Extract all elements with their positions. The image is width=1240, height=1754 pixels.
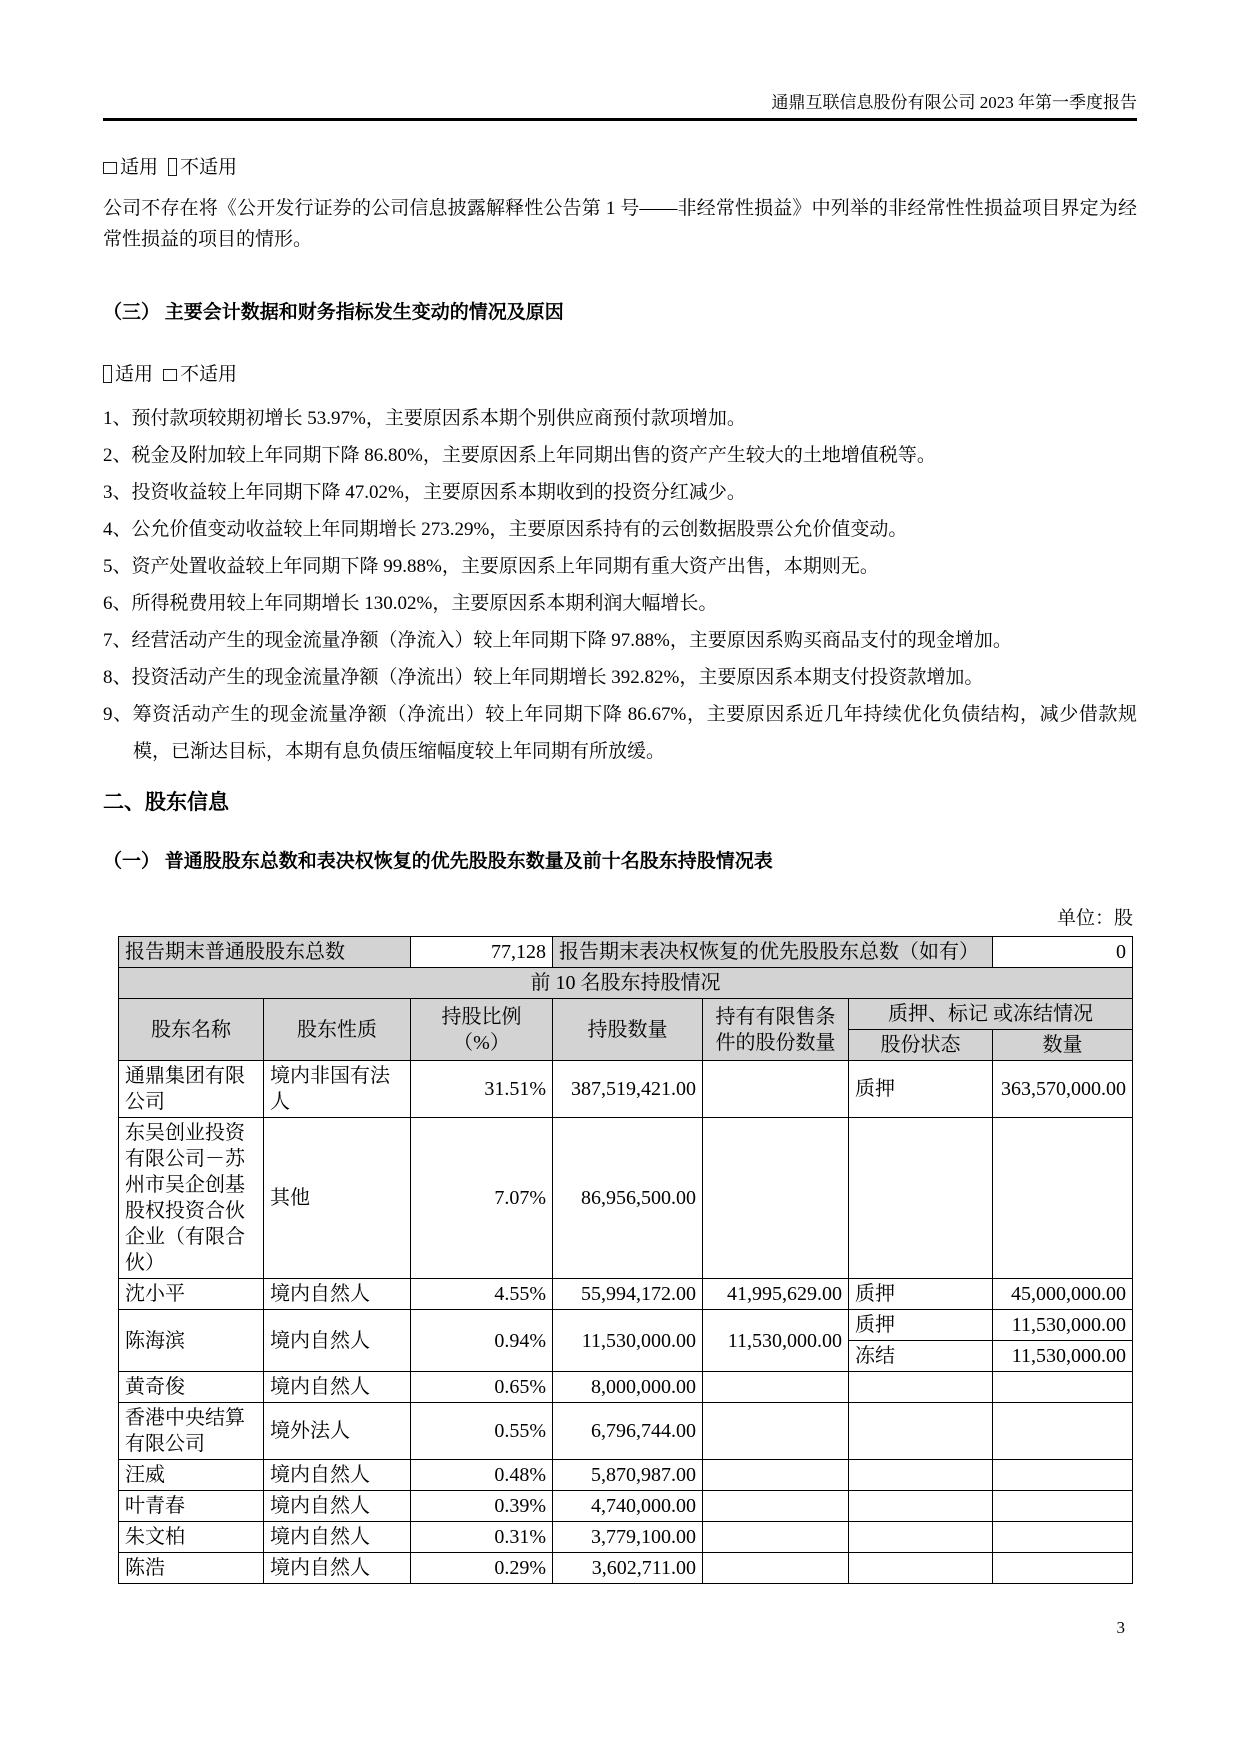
checkbox-icon (168, 158, 177, 176)
shareholder-row (119, 1553, 1133, 1584)
shareholder-row (119, 1279, 1133, 1310)
cell-shares: 86,956,500.00 (553, 1118, 703, 1279)
cell-shares: 387,519,421.00 (553, 1061, 703, 1118)
cell-nature: 境内自然人 (264, 1491, 411, 1522)
cell-shares: 5,870,987.00 (553, 1460, 703, 1491)
header-restricted (703, 999, 849, 1061)
unit-label: 单位：股 (1056, 908, 1133, 929)
cell-share-status (849, 1372, 993, 1403)
cell-ratio: 0.48% (411, 1460, 553, 1491)
cell-pledge-quantity: 363,570,000.00 (993, 1061, 1133, 1118)
cell-shares: 3,779,100.00 (553, 1522, 703, 1553)
change-item: 9、筹资活动产生的现金流量净额（净流出）较上年同期下降 86.67%，主要原因系近几年持续优化负债结构，减少借款规模，已渐达目标，本期有息负债压缩幅度较上年同期有所放缓。 (103, 704, 1137, 762)
cell-shares: 6,796,744.00 (553, 1403, 703, 1460)
cell-name: 香港中央结算有限公司 (119, 1403, 264, 1460)
shareholder-row (119, 1522, 1133, 1553)
checkbox-label: 适用 (120, 157, 159, 178)
cell-restricted (703, 1118, 849, 1279)
cell-restricted (703, 1522, 849, 1553)
shareholder-row (119, 1118, 1133, 1279)
change-item: 6、所得税费用较上年同期增长 130.02%，主要原因系本期利润大幅增长。 (103, 593, 718, 614)
cell-pledge-quantity (993, 1491, 1133, 1522)
shareholder-row (119, 1310, 1133, 1341)
header-restricted-line1: 持有有限售条 (715, 1005, 836, 1028)
cell-name: 汪威 (119, 1460, 264, 1491)
change-item: 3、投资收益较上年同期下降 47.02%，主要原因系本期收到的投资分红减少。 (103, 482, 746, 503)
cell-nature: 境内自然人 (264, 1310, 411, 1372)
shareholders-section-heading: 二、股东信息 (103, 790, 229, 814)
shareholders-table-body (119, 1061, 1133, 1584)
change-item: 1、预付款项较期初增长 53.97%，主要原因系本期个别供应商预付款项增加。 (103, 408, 746, 429)
shareholder-row (119, 1460, 1133, 1491)
cell-pledge-quantity (993, 1372, 1133, 1403)
cell-ratio: 0.29% (411, 1553, 553, 1584)
header-row-1 (119, 999, 1133, 1030)
cell-nature: 境内自然人 (264, 1279, 411, 1310)
cell-name: 陈浩 (119, 1553, 264, 1584)
cell-name: 叶青春 (119, 1491, 264, 1522)
shareholder-row (119, 1061, 1133, 1118)
cell-shares: 8,000,000.00 (553, 1372, 703, 1403)
cell-shares: 3,602,711.00 (553, 1553, 703, 1584)
header-quantity: 数量 (993, 1030, 1133, 1061)
cell-ratio: 0.65% (411, 1372, 553, 1403)
top10-title-row (119, 968, 1133, 999)
header-name: 股东名称 (119, 999, 264, 1061)
cell-pledge-quantity: 45,000,000.00 (993, 1279, 1133, 1310)
cell-nature: 境内自然人 (264, 1553, 411, 1584)
cell-nature: 境外法人 (264, 1403, 411, 1460)
applicability-line-1 (103, 157, 1137, 179)
cell-nature: 其他 (264, 1118, 411, 1279)
cell-ratio: 0.39% (411, 1491, 553, 1522)
cell-name: 沈小平 (119, 1279, 264, 1310)
cell-restricted (703, 1553, 849, 1584)
cell-restricted: 41,995,629.00 (703, 1279, 849, 1310)
cell-share-status (849, 1491, 993, 1522)
header-share-status: 股份状态 (849, 1030, 993, 1061)
cell-restricted: 11,530,000.00 (703, 1310, 849, 1372)
cell-pledge-quantity (993, 1118, 1133, 1279)
page-number: 3 (1116, 1618, 1125, 1637)
cell-share-status (849, 1522, 993, 1553)
header-restricted-line2: 件的股份数量 (715, 1031, 836, 1054)
cell-name: 朱文柏 (119, 1522, 264, 1553)
applicability-line-2 (103, 364, 1137, 386)
cell-shares: 11,530,000.00 (553, 1310, 703, 1372)
change-item: 5、资产处置收益较上年同期下降 99.88%，主要原因系上年同期有重大资产出售，本期则无。 (103, 556, 879, 577)
cell-name: 黄奇俊 (119, 1372, 264, 1403)
cell-ratio: 0.55% (411, 1403, 553, 1460)
cell-restricted (703, 1491, 849, 1522)
cell-nature: 境内自然人 (264, 1522, 411, 1553)
preferred-shareholders-value: 0 (993, 937, 1133, 968)
cell-name: 东吴创业投资有限公司－苏州市吴企创基股权投资合伙企业（有限合伙） (119, 1118, 264, 1279)
header-ratio (411, 999, 553, 1061)
shareholders-subsection-heading: （一） 普通股股东总数和表决权恢复的优先股股东数量及前十名股东持股情况表 (103, 851, 773, 872)
cell-pledge-quantity (993, 1403, 1133, 1460)
cell-restricted (703, 1372, 849, 1403)
cell-name: 通鼎集团有限公司 (119, 1061, 264, 1118)
checkbox-icon (163, 369, 177, 381)
cell-restricted (703, 1061, 849, 1118)
header-ratio-line1: 持股比例 (441, 1005, 522, 1028)
cell-share-status (849, 1460, 993, 1491)
header-pledge-group: 质押、标记 或冻结情况 (849, 999, 1133, 1030)
cell-shares: 55,994,172.00 (553, 1279, 703, 1310)
checkbox-label: 不适用 (180, 364, 238, 385)
cell-ratio: 4.55% (411, 1279, 553, 1310)
cell-share-status: 冻结 (849, 1341, 993, 1372)
change-item: 7、经营活动产生的现金流量净额（净流入）较上年同期下降 97.88%，主要原因系购买商品支付的现金增加。 (103, 630, 1012, 651)
cell-share-status (849, 1553, 993, 1584)
cell-shares: 4,740,000.00 (553, 1491, 703, 1522)
heading-section-3: （三） 主要会计数据和财务指标发生变动的情况及原因 (103, 302, 564, 323)
preferred-shareholders-label: 报告期末表决权恢复的优先股股东总数（如有） (553, 937, 993, 968)
cell-share-status (849, 1403, 993, 1460)
cell-pledge-quantity: 11,530,000.00 (993, 1341, 1133, 1372)
change-item: 8、投资活动产生的现金流量净额（净流出）较上年同期增长 392.82%，主要原因系本期支付投资款增加。 (103, 667, 984, 688)
header-shares: 持股数量 (553, 999, 703, 1061)
cell-pledge-quantity: 11,530,000.00 (993, 1310, 1133, 1341)
shareholders-table (118, 936, 1133, 1584)
body-paragraph: 公司不存在将《公开发行证券的公司信息披露解释性公告第 1 号——非经常性损益》中列举的非经常性性损益项目界定为经常性损益的项目的情形。 (103, 198, 1137, 250)
checkbox-icon (103, 162, 117, 174)
checkbox-icon (103, 365, 112, 383)
cell-share-status: 质押 (849, 1310, 993, 1341)
header-nature: 股东性质 (264, 999, 411, 1061)
shareholder-row (119, 1491, 1133, 1522)
change-item: 4、公允价值变动收益较上年同期增长 273.29%，主要原因系持有的云创数据股票公允价值变动。 (103, 519, 908, 540)
shareholder-row (119, 1403, 1133, 1460)
summary-row (119, 937, 1133, 968)
cell-ratio: 31.51% (411, 1061, 553, 1118)
cell-ratio: 7.07% (411, 1118, 553, 1279)
common-shareholders-value: 77,128 (411, 937, 553, 968)
cell-share-status: 质押 (849, 1279, 993, 1310)
cell-pledge-quantity (993, 1553, 1133, 1584)
cell-restricted (703, 1460, 849, 1491)
cell-ratio: 0.94% (411, 1310, 553, 1372)
cell-share-status (849, 1118, 993, 1279)
common-shareholders-label: 报告期末普通股股东总数 (119, 937, 411, 968)
cell-restricted (703, 1403, 849, 1460)
checkbox-label: 适用 (115, 364, 154, 385)
cell-nature: 境内自然人 (264, 1372, 411, 1403)
cell-pledge-quantity (993, 1460, 1133, 1491)
change-items-list (103, 400, 1137, 770)
doc-header-title: 通鼎互联信息股份有限公司 2023 年第一季度报告 (103, 0, 1137, 121)
cell-pledge-quantity (993, 1522, 1133, 1553)
cell-nature: 境内非国有法人 (264, 1061, 411, 1118)
header-ratio-line2: （%） (453, 1031, 510, 1054)
change-item: 2、税金及附加较上年同期下降 86.80%，主要原因系上年同期出售的资产产生较大的土地增值税等。 (103, 445, 936, 466)
checkbox-label: 不适用 (180, 157, 238, 178)
top10-title-cell: 前 10 名股东持股情况 (119, 968, 1133, 999)
cell-name: 陈海滨 (119, 1310, 264, 1372)
cell-nature: 境内自然人 (264, 1460, 411, 1491)
cell-share-status: 质押 (849, 1061, 993, 1118)
cell-ratio: 0.31% (411, 1522, 553, 1553)
shareholder-row (119, 1372, 1133, 1403)
